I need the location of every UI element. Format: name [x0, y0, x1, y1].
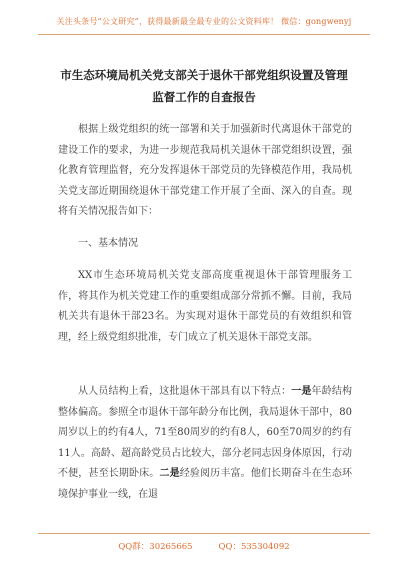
paragraph-text: 从人员结构上看，这批退休干部具有以下特点：	[78, 386, 292, 397]
section-heading	[58, 234, 352, 255]
paragraph-text: 年龄结构整体偏高。参照全市退休干部年龄分布比例，我局退休干部中，80周岁以上的约有4人，71至80周岁的约有8人，60至70周岁的约有11人。高龄、超高龄党员占比较大，部分老同志因身体原因，行动不便，甚至长期卧床。	[58, 386, 353, 479]
section1-paragraph-1: XX市生态环境局机关党支部高度重视退休干部管理服务工作，将其作为机关党建工作的重要组成部分常抓不懈。目前，我局机关共有退休干部23名。为实现对退休干部党员的有效组织和管理，经上级党组织批准，专门成立了机关退休干部党支部。	[58, 270, 352, 343]
qq-label: QQ：	[218, 542, 241, 552]
qq-group-label: QQ群：	[118, 542, 150, 552]
header-banner: 关注头条号“公文研究”，获得最新最全最专业的公文资料库！ 微信：gongwenyj	[56, 17, 352, 26]
emphasis-text: 二是	[159, 468, 180, 479]
qq-number: 535304092	[240, 542, 290, 552]
emphasis-text: 一是	[291, 386, 312, 397]
document-title	[58, 64, 350, 108]
footer-divider	[38, 533, 370, 534]
section1-heading: 一、基本情况	[78, 238, 138, 249]
section1-paragraph-2	[58, 382, 352, 505]
intro-text: 根据上级党组织的统一部署和关于加强新时代离退休干部党的建设工作的要求，为进一步规范我局机关退休干部党组织设置，强化教育管理监督，充分发挥退休干部党员的先锋模范作用，我局机关党支部近期围绕退休干部党建工作开展了全面、深入的自查。现将有关情况报告如下：	[58, 124, 352, 217]
paragraph-text: 经验阅历丰富。他们长期奋斗在生态环境保护事业一线，在退	[58, 468, 353, 500]
intro-paragraph	[58, 120, 352, 223]
footer-contact	[0, 540, 408, 552]
title-line-1: 市生态环境局机关党支部关于退休干部党组织设置及管理	[60, 68, 348, 82]
header-divider	[38, 34, 370, 35]
title-line-2: 监督工作的自查报告	[152, 90, 256, 104]
qq-group-number: 30265665	[149, 542, 193, 552]
body-paragraph	[58, 266, 352, 348]
body-paragraph	[58, 382, 352, 505]
